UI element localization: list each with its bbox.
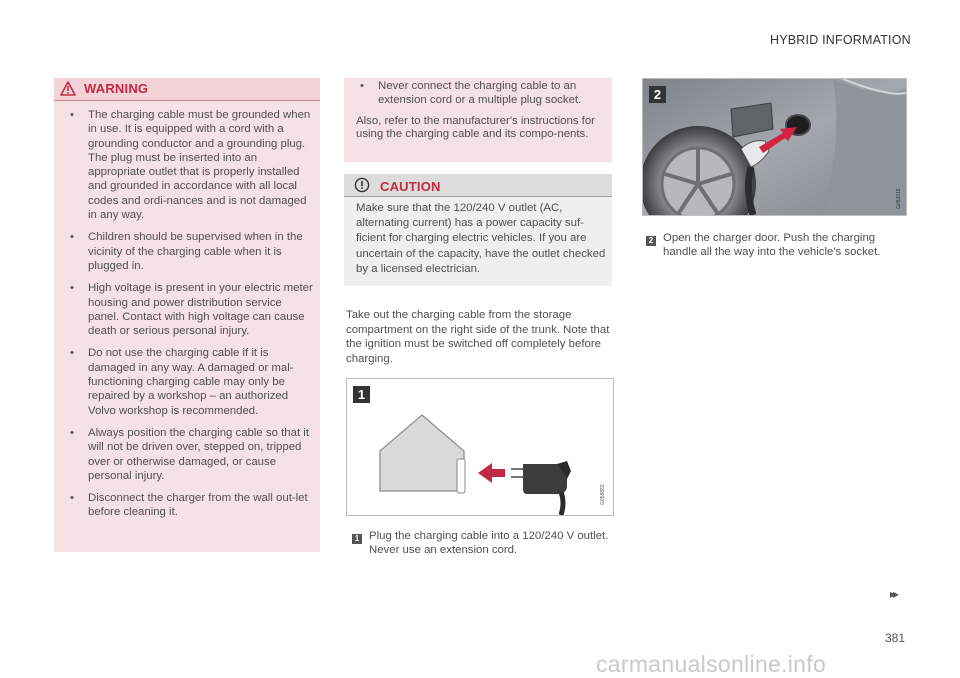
plug-prong	[511, 468, 523, 470]
warning-item: • Disconnect the charger from the wall out-let before cleaning it.	[64, 491, 314, 520]
step-1-text: Plug the charging cable into a 120/240 V outlet. Never use an extension cord.	[369, 530, 609, 557]
warning-list	[64, 108, 314, 528]
figure-code: G058883	[600, 484, 606, 505]
caution-text: Make sure that the 120/240 V outlet (AC, alternating current) has a power capacity suf-ficient for charging electric vehicles. If you are uncertain of the capacity, have the outlet checked by a licensed electrician.	[356, 202, 606, 275]
page-number: 381	[885, 631, 906, 645]
figure-code: G052015	[896, 188, 902, 209]
step-number-badge: 2	[646, 236, 656, 246]
warning-item: • Do not use the charging cable if it is damaged in any way. A damaged or mal-functioning charging cable may only be repaired by a workshop – an authorized Volvo workshop is recommended.	[64, 346, 314, 417]
figure-number: 1	[357, 387, 366, 402]
warning-item: • The charging cable must be grounded when in use. It is equipped with a cord with a grounding conductor and a grounding plug. The plug must be inserted into an appropriate outlet that is properly installed and grounded in accordance with all local codes and ordi-nances and is not damaged in any way.	[64, 108, 314, 222]
step-number-badge: 1	[352, 534, 362, 544]
insert-arrow-icon	[478, 463, 505, 483]
plug-outlet-illustration	[347, 379, 613, 515]
warning-title: WARNING	[84, 81, 149, 96]
watermark: carmanualsonline.info	[596, 651, 827, 677]
car-socket-illustration	[643, 79, 906, 215]
warning-triangle-icon	[60, 81, 76, 96]
next-page-marker: ▸▸	[890, 587, 897, 601]
intro-paragraph: Take out the charging cable from the storage compartment on the right side of the trunk. Note that the ignition must be switched off completely before charging.	[346, 309, 610, 365]
warning-item: • Children should be supervised when in the vicinity of the charging cable when it is plugged in.	[64, 230, 314, 273]
caution-title: CAUTION	[380, 179, 441, 194]
warning-item: • Always position the charging cable so that it will not be driven over, stepped on, tripped over or otherwise damaged, or cause personal injury.	[64, 426, 314, 483]
plug-prong	[511, 476, 523, 478]
warning-continued-text: Also, refer to the manufacturer's instructions for using the charging cable and its compo-nents.	[356, 115, 595, 140]
charging-cable	[561, 492, 563, 515]
figure-1	[346, 378, 614, 516]
house-wall-shape	[380, 415, 464, 491]
warning-item: • Never connect the charging cable to an extension cord or a multiple plug socket.	[354, 79, 606, 108]
outlet-plate	[457, 459, 465, 493]
step-2-text: Open the charger door. Push the charging handle all the way into the vehicle's socket.	[663, 232, 881, 259]
section-title: HYBRID INFORMATION	[770, 33, 911, 47]
figure-2	[642, 78, 907, 216]
caution-exclamation-icon	[354, 177, 370, 193]
warning-item: • High voltage is present in your electric meter housing and power distribution service panel. Contact with high voltage can cause death or serious personal injury.	[64, 281, 314, 338]
figure-number: 2	[653, 87, 662, 102]
warning-continued-list	[354, 79, 606, 116]
